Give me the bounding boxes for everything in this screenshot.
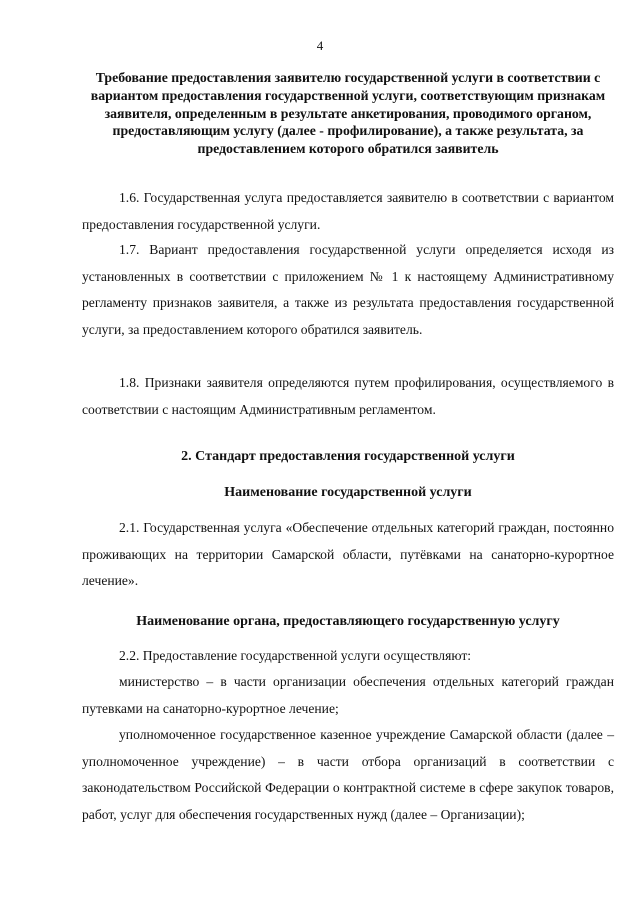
paragraph-2-2: 2.2. Предоставление государственной услуги осуществляют: [119, 648, 472, 663]
paragraph-ministry: министерство – в части организации обеспечения отдельных категорий граждан путевками на санаторно-курортное лечение; [82, 674, 614, 716]
paragraph-1-7: 1.7. Вариант предоставления государственной услуги определяется исходя из установленных в соответствии с приложением № 1 к настоящему Административному регламенту признаков заявителя, а также из результата предоставления государственной услуги, за предоставлением которого обратился заявитель. [82, 242, 614, 337]
heading-requirement: Требование предоставления заявителю государственной услуги в соответствии с вариантом предоставления государственной услуги, соответствующим признакам заявителя, определенным в результате анкетирования, проводимого органом, предоставляющим услугу (далее - профилирование), а также результата, за предоставлением которого обратился заявитель [90, 70, 606, 157]
heading-section-2: 2. Стандарт предоставления государственной услуги [181, 449, 515, 464]
page-number: 4 [316, 38, 324, 53]
paragraph-1-8: 1.8. Признаки заявителя определяются путем профилирования, осуществляемого в соответствии с настоящим Административным регламентом. [82, 375, 614, 417]
paragraph-2-1: 2.1. Государственная услуга «Обеспечение отдельных категорий граждан, постоянно проживающих на территории Самарской области, путёвками на санаторно-курортное лечение». [82, 520, 614, 589]
heading-service-name: Наименование государственной услуги [224, 485, 472, 500]
paragraph-institution: уполномоченное государственное казенное учреждение Самарской области (далее – уполномоченное учреждение) – в части отбора организаций в соответствии с законодательством Российской Федерации о контрактной системе в сфере закупок товаров, работ, услуг для обеспечения государственных нужд (далее – Организации); [82, 727, 614, 822]
heading-organ: Наименование органа, предоставляющего государственную услугу [136, 614, 560, 629]
paragraph-1-6: 1.6. Государственная услуга предоставляется заявителю в соответствии с вариантом предоставления государственной услуги. [82, 190, 614, 232]
